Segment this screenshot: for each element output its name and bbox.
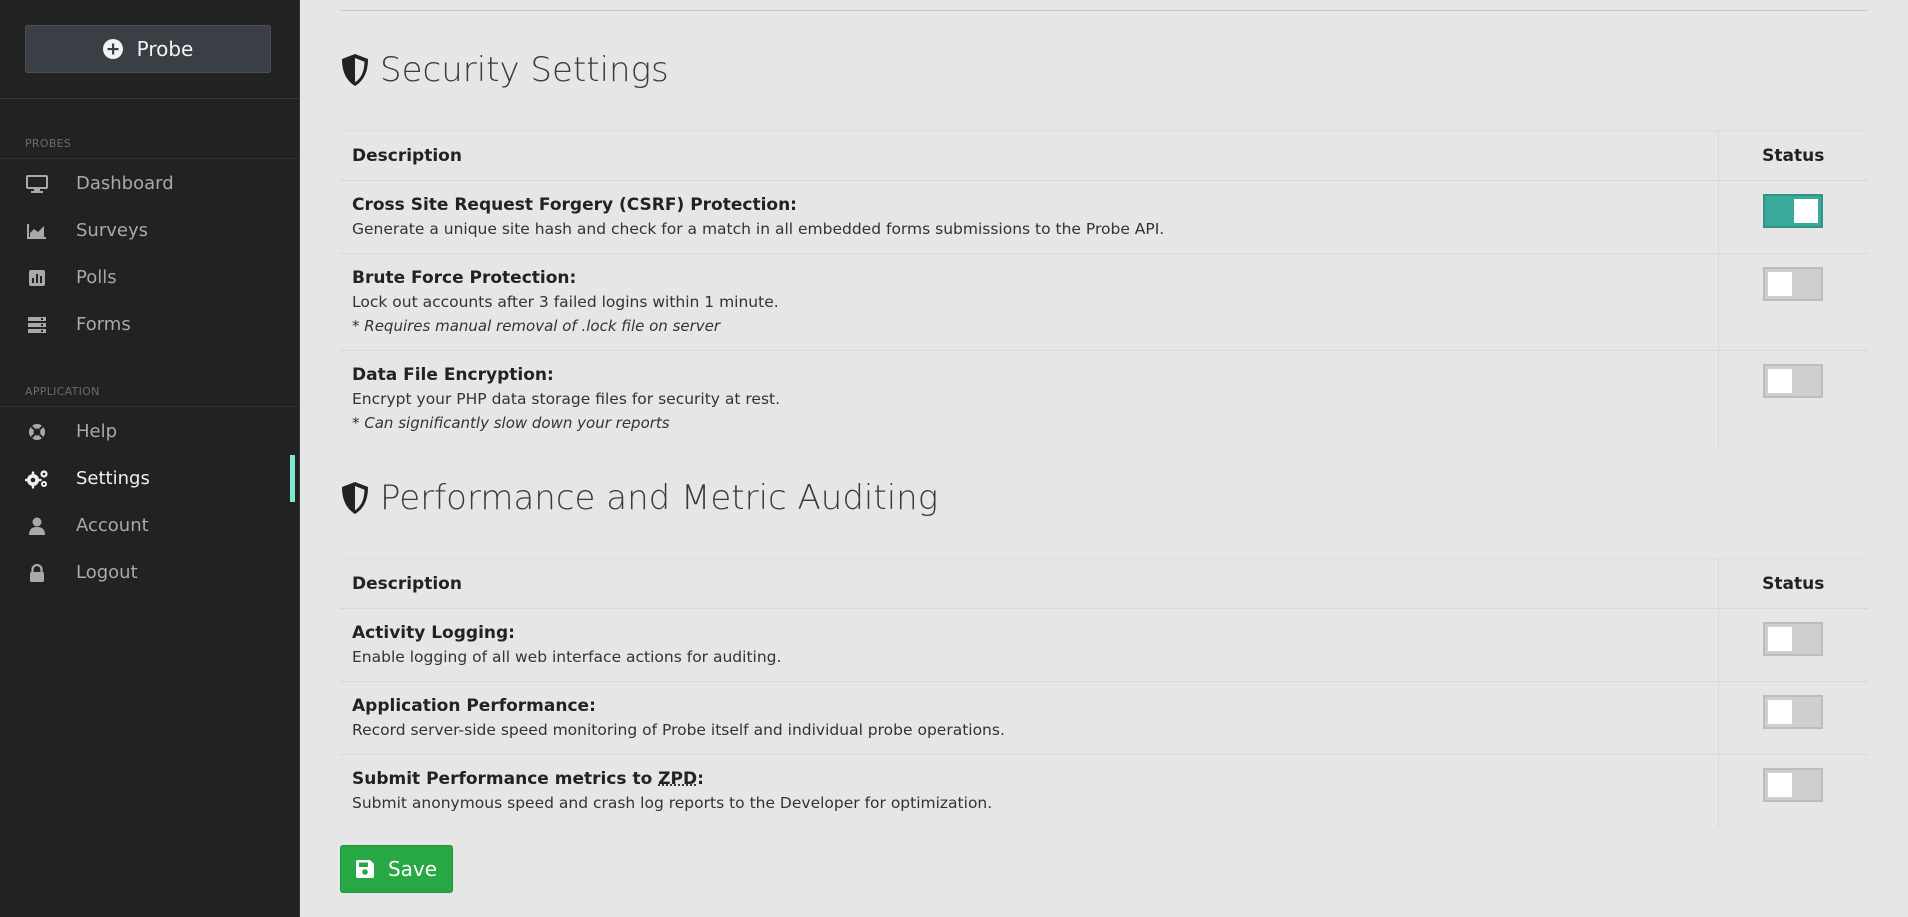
table-row bbox=[340, 682, 1868, 755]
setting-description-cell bbox=[340, 351, 1718, 448]
sidebar-item-polls[interactable] bbox=[0, 254, 299, 301]
setting-description-cell bbox=[340, 755, 1718, 828]
table-row bbox=[340, 609, 1868, 682]
new-probe-label: Probe bbox=[136, 37, 194, 61]
table-header-row bbox=[340, 559, 1868, 609]
setting-description: Record server-side speed monitoring of Probe itself and individual probe operations. bbox=[352, 721, 1005, 739]
new-probe-button[interactable] bbox=[25, 25, 271, 73]
table-row bbox=[340, 351, 1868, 448]
setting-title-suffix: : bbox=[697, 769, 704, 789]
performance-auditing-heading bbox=[340, 478, 938, 518]
setting-description-cell bbox=[340, 682, 1718, 755]
brute-force-protection-toggle[interactable] bbox=[1763, 267, 1823, 301]
sidebar-item-label: Account bbox=[76, 515, 149, 536]
setting-description: Submit anonymous speed and crash log reports to the Developer for optimization. bbox=[352, 794, 993, 812]
sidebar-item-account[interactable] bbox=[0, 502, 299, 549]
section-rule bbox=[0, 158, 299, 159]
area-chart-icon bbox=[24, 223, 50, 239]
setting-description-cell bbox=[340, 181, 1718, 254]
setting-description-cell bbox=[340, 254, 1718, 351]
status-column-header: Status bbox=[1718, 559, 1868, 609]
performance-settings-table bbox=[340, 558, 1868, 828]
life-ring-icon bbox=[24, 423, 50, 441]
setting-title: Application Performance: bbox=[352, 696, 596, 716]
sidebar-item-label: Help bbox=[76, 421, 118, 442]
activity-logging-toggle[interactable] bbox=[1763, 622, 1823, 656]
setting-title: Activity Logging: bbox=[352, 623, 515, 643]
shield-icon bbox=[340, 481, 370, 515]
csrf-protection-toggle[interactable] bbox=[1763, 194, 1823, 228]
top-divider bbox=[340, 10, 1868, 11]
server-icon bbox=[24, 317, 50, 333]
sidebar-divider bbox=[0, 98, 299, 99]
toggle-knob bbox=[1768, 773, 1792, 797]
save-button[interactable] bbox=[340, 845, 453, 893]
toggle-knob bbox=[1794, 199, 1818, 223]
floppy-disk-icon bbox=[356, 860, 374, 878]
section-label-application: APPLICATION bbox=[25, 385, 100, 398]
toggle-knob bbox=[1768, 369, 1792, 393]
shield-icon bbox=[340, 53, 370, 87]
save-button-label: Save bbox=[387, 857, 438, 881]
sidebar-item-label: Polls bbox=[76, 267, 117, 288]
table-row bbox=[340, 181, 1868, 254]
submit-metrics-toggle[interactable] bbox=[1763, 768, 1823, 802]
sidebar-item-surveys[interactable] bbox=[0, 207, 299, 254]
poll-icon bbox=[24, 270, 50, 286]
gears-icon bbox=[24, 469, 50, 489]
sidebar-item-label: Forms bbox=[76, 314, 131, 335]
desktop-icon bbox=[24, 175, 50, 193]
setting-status-cell bbox=[1718, 755, 1868, 828]
setting-description: Encrypt your PHP data storage files for security at rest. bbox=[352, 390, 781, 408]
sidebar-item-label: Dashboard bbox=[76, 173, 174, 194]
setting-status-cell bbox=[1718, 682, 1868, 755]
security-settings-table bbox=[340, 130, 1868, 448]
setting-status-cell bbox=[1718, 181, 1868, 254]
active-indicator bbox=[290, 455, 295, 502]
sidebar-item-label: Logout bbox=[76, 562, 138, 583]
setting-description: Enable logging of all web interface actions for auditing. bbox=[352, 648, 782, 666]
data-file-encryption-toggle[interactable] bbox=[1763, 364, 1823, 398]
setting-description: Generate a unique site hash and check for a match in all embedded forms submissions to the Probe API. bbox=[352, 220, 1165, 238]
performance-auditing-title: Performance and Metric Auditing bbox=[380, 478, 939, 518]
description-column-header: Description bbox=[340, 131, 1718, 181]
setting-title: Brute Force Protection: bbox=[352, 268, 577, 288]
setting-note: * Requires manual removal of .lock file on server bbox=[352, 317, 721, 335]
setting-title-prefix: Submit Performance metrics to bbox=[352, 769, 659, 789]
setting-status-cell bbox=[1718, 609, 1868, 682]
table-header-row bbox=[340, 131, 1868, 181]
section-rule bbox=[0, 406, 299, 407]
table-row bbox=[340, 254, 1868, 351]
user-icon bbox=[24, 517, 50, 535]
setting-title: Cross Site Request Forgery (CSRF) Protection: bbox=[352, 195, 797, 215]
sidebar-item-label: Surveys bbox=[76, 220, 148, 241]
setting-status-cell bbox=[1718, 254, 1868, 351]
sidebar-item-help[interactable] bbox=[0, 408, 299, 455]
security-settings-title: Security Settings bbox=[380, 50, 669, 90]
sidebar-item-settings[interactable] bbox=[0, 455, 299, 502]
toggle-knob bbox=[1768, 700, 1792, 724]
setting-title bbox=[352, 767, 1706, 791]
security-settings-heading bbox=[340, 50, 669, 90]
application-performance-toggle[interactable] bbox=[1763, 695, 1823, 729]
setting-status-cell bbox=[1718, 351, 1868, 448]
status-column-header: Status bbox=[1718, 131, 1868, 181]
sidebar-item-logout[interactable] bbox=[0, 549, 299, 596]
setting-description: Lock out accounts after 3 failed logins within 1 minute. bbox=[352, 293, 779, 311]
sidebar bbox=[0, 0, 300, 917]
section-label-probes: PROBES bbox=[25, 137, 72, 150]
zpd-abbreviation: ZPD bbox=[658, 769, 698, 789]
setting-note: * Can significantly slow down your reports bbox=[352, 414, 670, 432]
table-row bbox=[340, 755, 1868, 828]
sidebar-item-label: Settings bbox=[76, 468, 150, 489]
setting-title: Data File Encryption: bbox=[352, 365, 554, 385]
sidebar-item-dashboard[interactable] bbox=[0, 160, 299, 207]
toggle-knob bbox=[1768, 272, 1792, 296]
description-column-header: Description bbox=[340, 559, 1718, 609]
lock-icon bbox=[24, 564, 50, 582]
plus-circle-icon bbox=[103, 39, 123, 59]
toggle-knob bbox=[1768, 627, 1792, 651]
setting-description-cell bbox=[340, 609, 1718, 682]
sidebar-item-forms[interactable] bbox=[0, 301, 299, 348]
